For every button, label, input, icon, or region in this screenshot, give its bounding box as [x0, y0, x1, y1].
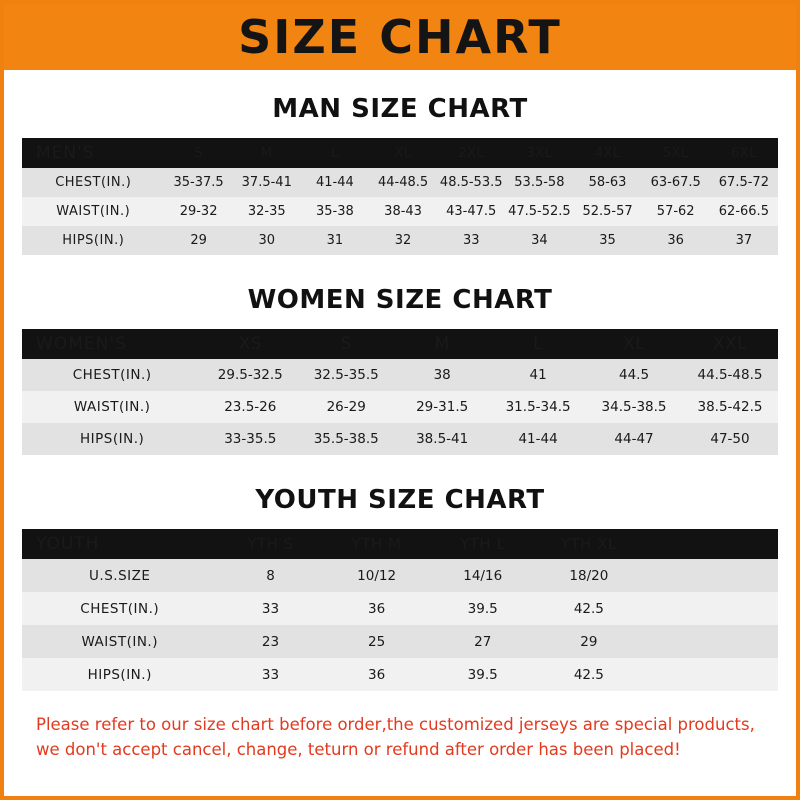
man-row-1-cell-3: 38-43 [369, 197, 437, 226]
man-row-1-cell-6: 52.5-57 [573, 197, 641, 226]
women-row-1-cell-2: 29-31.5 [394, 391, 490, 423]
women-header-cell-4: L [490, 329, 586, 359]
man-row-2-cell-5: 34 [505, 226, 573, 255]
youth-row-1-cell-0: 33 [217, 592, 323, 625]
table-row [22, 168, 778, 197]
banner [4, 4, 796, 70]
youth-header-cell-0: YOUTH [22, 529, 217, 559]
women-row-0-cell-4: 44.5 [586, 359, 682, 391]
notice-text [36, 713, 764, 763]
youth-row-0-cell-3: 18/20 [536, 559, 642, 592]
youth-row-0-cell-1: 10/12 [324, 559, 430, 592]
youth-size-table [22, 529, 778, 691]
women-row-1-cell-4: 34.5-38.5 [586, 391, 682, 423]
women-row-2-cell-1: 35.5-38.5 [298, 423, 394, 455]
table-row [22, 391, 778, 423]
table-row [22, 625, 778, 658]
women-header-cell-3: M [394, 329, 490, 359]
youth-row-2-cell-3: 29 [536, 625, 642, 658]
youth-row-2-cell-2: 27 [430, 625, 536, 658]
man-row-1-cell-2: 35-38 [301, 197, 369, 226]
table-row [22, 359, 778, 391]
women-row-0-cell-5: 44.5-48.5 [682, 359, 778, 391]
man-header-cell-4: XL [369, 138, 437, 168]
youth-header-cell-3: YTH L [430, 529, 536, 559]
man-header-cell-7: 4XL [573, 138, 641, 168]
youth-row-2-cell-0: 23 [217, 625, 323, 658]
youth-row-3-cell-1: 36 [324, 658, 430, 691]
man-row-1-cell-8: 62-66.5 [710, 197, 778, 226]
man-row-0-cell-6: 58-63 [573, 168, 641, 197]
man-row-2-cell-8: 37 [710, 226, 778, 255]
youth-row-3-cell-0: 33 [217, 658, 323, 691]
man-row-0-cell-4: 48.5-53.5 [437, 168, 505, 197]
women-row-2-cell-2: 38.5-41 [394, 423, 490, 455]
table-row [22, 559, 778, 592]
man-row-1-cell-7: 57-62 [642, 197, 710, 226]
section-women [22, 285, 778, 455]
man-row-1-label: WAIST(IN.) [22, 197, 165, 226]
man-row-2-cell-1: 30 [233, 226, 301, 255]
youth-header-cell-2: YTH M [324, 529, 430, 559]
section-man [22, 94, 778, 255]
man-header-cell-0: MEN'S [22, 138, 165, 168]
youth-row-3-cell-2: 39.5 [430, 658, 536, 691]
man-header-cell-8: 5XL [642, 138, 710, 168]
section-youth [22, 485, 778, 691]
table-row [22, 423, 778, 455]
youth-row-3-cell-3: 42.5 [536, 658, 642, 691]
man-table-head [22, 138, 778, 168]
table-row [22, 658, 778, 691]
section-title-youth: YOUTH SIZE CHART [255, 485, 545, 515]
women-row-0-label: CHEST(IN.) [22, 359, 202, 391]
table-row [22, 592, 778, 625]
women-table-body [22, 359, 778, 455]
table-header-row [22, 529, 778, 559]
youth-row-0-cell-0: 8 [217, 559, 323, 592]
man-header-cell-9: 6XL [710, 138, 778, 168]
man-row-0-cell-5: 53.5-58 [505, 168, 573, 197]
man-row-2-label: HIPS(IN.) [22, 226, 165, 255]
page-title: SIZE CHART [238, 10, 562, 64]
table-row [22, 197, 778, 226]
man-row-0-cell-8: 67.5-72 [710, 168, 778, 197]
youth-header-cell-spacer [642, 529, 778, 559]
man-table-body [22, 168, 778, 255]
women-header-cell-0: WOMEN'S [22, 329, 202, 359]
women-row-2-cell-4: 44-47 [586, 423, 682, 455]
women-row-0-cell-1: 32.5-35.5 [298, 359, 394, 391]
man-row-2-cell-3: 32 [369, 226, 437, 255]
table-row [22, 226, 778, 255]
man-row-0-cell-1: 37.5-41 [233, 168, 301, 197]
women-row-2-cell-3: 41-44 [490, 423, 586, 455]
women-row-1-cell-0: 23.5-26 [202, 391, 298, 423]
man-size-table [22, 138, 778, 255]
women-header-cell-1: XS [202, 329, 298, 359]
man-row-0-cell-0: 35-37.5 [165, 168, 233, 197]
content [4, 94, 796, 763]
women-size-table [22, 329, 778, 455]
notice-line-1: Please refer to our size chart before order,the customized jerseys are special products, [36, 715, 755, 734]
women-row-1-cell-1: 26-29 [298, 391, 394, 423]
youth-row-1-cell-3: 42.5 [536, 592, 642, 625]
women-row-1-label: WAIST(IN.) [22, 391, 202, 423]
man-row-2-cell-2: 31 [301, 226, 369, 255]
women-row-0-cell-2: 38 [394, 359, 490, 391]
man-row-0-cell-3: 44-48.5 [369, 168, 437, 197]
women-row-0-cell-0: 29.5-32.5 [202, 359, 298, 391]
man-row-1-cell-5: 47.5-52.5 [505, 197, 573, 226]
table-header-row [22, 329, 778, 359]
women-row-0-cell-3: 41 [490, 359, 586, 391]
women-row-2-cell-5: 47-50 [682, 423, 778, 455]
man-header-cell-6: 3XL [505, 138, 573, 168]
man-row-1-cell-4: 43-47.5 [437, 197, 505, 226]
man-row-0-cell-7: 63-67.5 [642, 168, 710, 197]
man-row-0-label: CHEST(IN.) [22, 168, 165, 197]
youth-row-2-label: WAIST(IN.) [22, 625, 217, 658]
youth-row-3-cell-spacer [642, 658, 778, 691]
youth-row-0-cell-2: 14/16 [430, 559, 536, 592]
man-row-2-cell-4: 33 [437, 226, 505, 255]
youth-row-1-cell-spacer [642, 592, 778, 625]
man-row-2-cell-6: 35 [573, 226, 641, 255]
youth-table-head [22, 529, 778, 559]
man-header-cell-1: S [165, 138, 233, 168]
women-row-2-cell-0: 33-35.5 [202, 423, 298, 455]
women-row-1-cell-3: 31.5-34.5 [490, 391, 586, 423]
notice-line-2: we don't accept cancel, change, teturn or refund after order has been placed! [36, 739, 681, 759]
youth-row-1-cell-2: 39.5 [430, 592, 536, 625]
youth-header-cell-4: YTH XL [536, 529, 642, 559]
man-row-0-cell-2: 41-44 [301, 168, 369, 197]
man-header-cell-5: 2XL [437, 138, 505, 168]
youth-row-1-cell-1: 36 [324, 592, 430, 625]
man-row-2-cell-0: 29 [165, 226, 233, 255]
section-title-women: WOMEN SIZE CHART [247, 285, 553, 315]
women-header-cell-5: XL [586, 329, 682, 359]
youth-row-2-cell-spacer [642, 625, 778, 658]
man-row-1-cell-1: 32-35 [233, 197, 301, 226]
man-header-cell-2: M [233, 138, 301, 168]
youth-row-1-label: CHEST(IN.) [22, 592, 217, 625]
section-title-man: MAN SIZE CHART [272, 94, 528, 124]
youth-row-0-cell-spacer [642, 559, 778, 592]
man-row-2-cell-7: 36 [642, 226, 710, 255]
women-header-cell-6: XXL [682, 329, 778, 359]
youth-table-body [22, 559, 778, 691]
women-header-cell-2: S [298, 329, 394, 359]
youth-row-0-label: U.S.SIZE [22, 559, 217, 592]
women-row-1-cell-5: 38.5-42.5 [682, 391, 778, 423]
man-header-cell-3: L [301, 138, 369, 168]
man-row-1-cell-0: 29-32 [165, 197, 233, 226]
women-table-head [22, 329, 778, 359]
youth-row-2-cell-1: 25 [324, 625, 430, 658]
youth-row-3-label: HIPS(IN.) [22, 658, 217, 691]
youth-header-cell-1: YTH S [217, 529, 323, 559]
women-row-2-label: HIPS(IN.) [22, 423, 202, 455]
table-header-row [22, 138, 778, 168]
